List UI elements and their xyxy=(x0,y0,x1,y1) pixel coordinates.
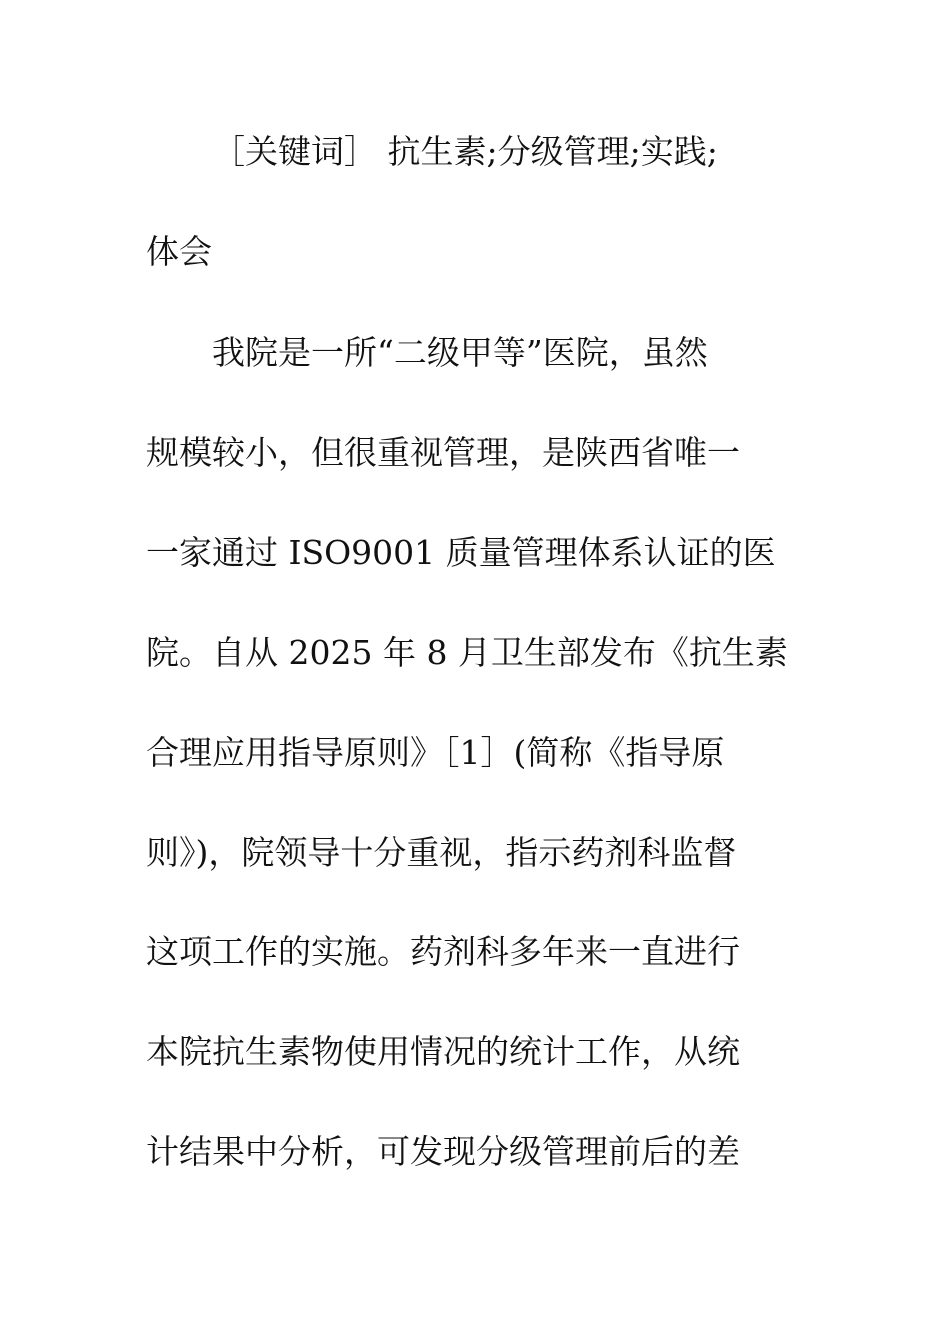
body-line-1: 我院是一所“二级甲等”医院，虽然 xyxy=(212,333,708,372)
body-line-2: 规模较小，但很重视管理，是陕西省唯一 xyxy=(146,433,740,472)
keywords-line-2: 体会 xyxy=(146,232,212,271)
body-line-9: 计结果中分析，可发现分级管理前后的差 xyxy=(146,1132,740,1171)
body-line-8: 本院抗生素物使用情况的统计工作，从统 xyxy=(146,1032,740,1071)
body-line-3: 一家通过 ISO9001 质量管理体系认证的医 xyxy=(146,533,776,572)
keywords-line-1: ［关键词］ 抗生素;分级管理;实践; xyxy=(212,132,718,171)
body-line-4: 院。自从 2025 年 8 月卫生部发布《抗生素 xyxy=(146,633,788,672)
body-line-5: 合理应用指导原则》［1］(简称《指导原 xyxy=(146,733,725,772)
body-line-7: 这项工作的实施。药剂科多年来一直进行 xyxy=(146,932,740,971)
body-line-6: 则》)，院领导十分重视，指示药剂科监督 xyxy=(146,833,737,872)
